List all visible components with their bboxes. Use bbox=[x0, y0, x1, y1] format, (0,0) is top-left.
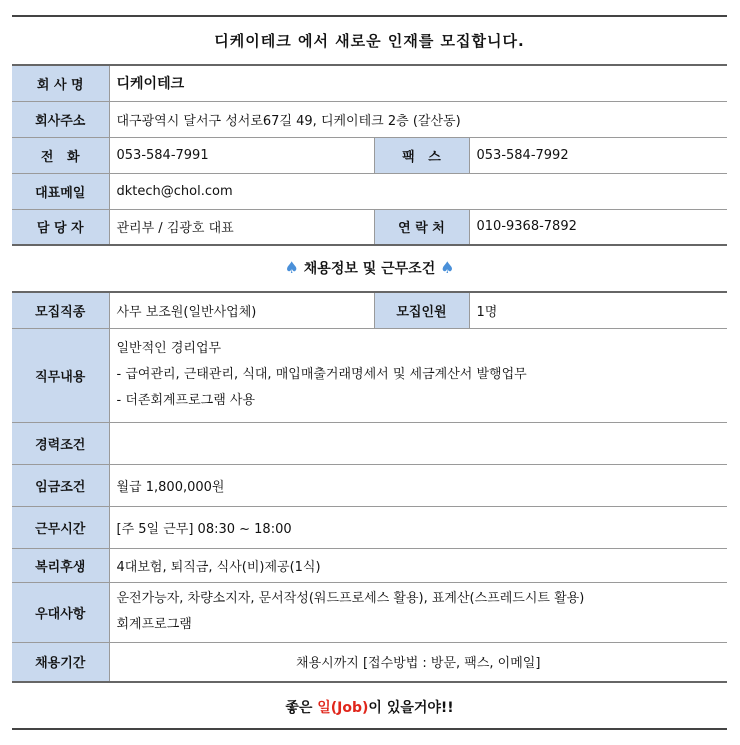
recruit-table bbox=[12, 291, 727, 683]
contact-label: 연 락 처 bbox=[374, 209, 469, 245]
period-label: 채용기간 bbox=[12, 642, 109, 682]
company-name-label: 회 사 명 bbox=[12, 65, 109, 101]
section-title-text: 채용정보 및 근무조건 bbox=[303, 261, 436, 277]
preference-value bbox=[109, 582, 727, 642]
welfare-label: 복리후생 bbox=[12, 548, 109, 582]
row-preference bbox=[12, 582, 727, 642]
career-label: 경력조건 bbox=[12, 422, 109, 464]
duty-line: 일반적인 경리업무 bbox=[116, 341, 222, 356]
welfare-value: 4대보험, 퇴직금, 식사(비)제공(1식) bbox=[109, 548, 727, 582]
position-label: 모집직종 bbox=[12, 292, 109, 328]
row-phone-fax bbox=[12, 137, 727, 173]
row-duty bbox=[12, 328, 727, 422]
count-label: 모집인원 bbox=[374, 292, 469, 328]
spade-icon: ♠ bbox=[284, 258, 299, 277]
address-label: 회사주소 bbox=[12, 101, 109, 137]
top-rule bbox=[12, 15, 727, 17]
fax-label: 팩 스 bbox=[374, 137, 469, 173]
company-info-table bbox=[12, 64, 727, 246]
hours-value: [주 5일 근무] 08:30 ~ 18:00 bbox=[109, 506, 727, 548]
slogan-prefix: 좋은 bbox=[285, 700, 318, 716]
career-value bbox=[109, 422, 727, 464]
manager-label: 담 당 자 bbox=[12, 209, 109, 245]
row-company-name bbox=[12, 65, 727, 101]
email-label: 대표메일 bbox=[12, 173, 109, 209]
salary-label: 임금조건 bbox=[12, 464, 109, 506]
slogan-highlight: 일(Job) bbox=[317, 700, 369, 716]
row-salary bbox=[12, 464, 727, 506]
preference-label: 우대사항 bbox=[12, 582, 109, 642]
position-value: 사무 보조원(일반사업체) bbox=[109, 292, 374, 328]
email-value: dktech@chol.com bbox=[109, 173, 727, 209]
hours-label: 근무시간 bbox=[12, 506, 109, 548]
row-email bbox=[12, 173, 727, 209]
row-position bbox=[12, 292, 727, 328]
contact-value: 010-9368-7892 bbox=[469, 209, 727, 245]
salary-value: 월급 1,800,000원 bbox=[109, 464, 727, 506]
row-welfare bbox=[12, 548, 727, 582]
row-career bbox=[12, 422, 727, 464]
duty-label: 직무내용 bbox=[12, 328, 109, 422]
fax-value: 053-584-7992 bbox=[469, 137, 727, 173]
row-manager-contact bbox=[12, 209, 727, 245]
row-address bbox=[12, 101, 727, 137]
page-title: 디케이테크 에서 새로운 인재를 모집합니다. bbox=[214, 32, 525, 50]
phone-value: 053-584-7991 bbox=[109, 137, 374, 173]
duty-value bbox=[109, 328, 727, 422]
slogan-suffix: 이 있을거야!! bbox=[368, 700, 454, 716]
period-value: 채용시까지 [접수방법 : 방문, 팩스, 이메일] bbox=[109, 642, 727, 682]
bottom-rule bbox=[12, 728, 727, 730]
count-value: 1명 bbox=[469, 292, 727, 328]
address-value: 대구광역시 달서구 성서로67길 49, 디케이테크 2층 (갈산동) bbox=[109, 101, 727, 137]
row-period bbox=[12, 642, 727, 682]
section-title bbox=[12, 258, 727, 278]
company-name: 디케이테크 bbox=[109, 65, 727, 101]
footer-slogan bbox=[12, 697, 727, 717]
phone-label: 전 화 bbox=[12, 137, 109, 173]
preference-line: 회계프로그램 bbox=[116, 617, 192, 632]
row-hours bbox=[12, 506, 727, 548]
manager-value: 관리부 / 김광호 대표 bbox=[109, 209, 374, 245]
spade-icon: ♠ bbox=[440, 258, 455, 277]
duty-line: - 급여관리, 근태관리, 식대, 매입매출거래명세서 및 세금계산서 발행업무 bbox=[116, 367, 527, 382]
duty-line: - 더존회계프로그램 사용 bbox=[116, 393, 256, 408]
preference-line: 운전가능자, 차량소지자, 문서작성(워드프로세스 활용), 표계산(스프레드시트 활용) bbox=[116, 591, 585, 606]
